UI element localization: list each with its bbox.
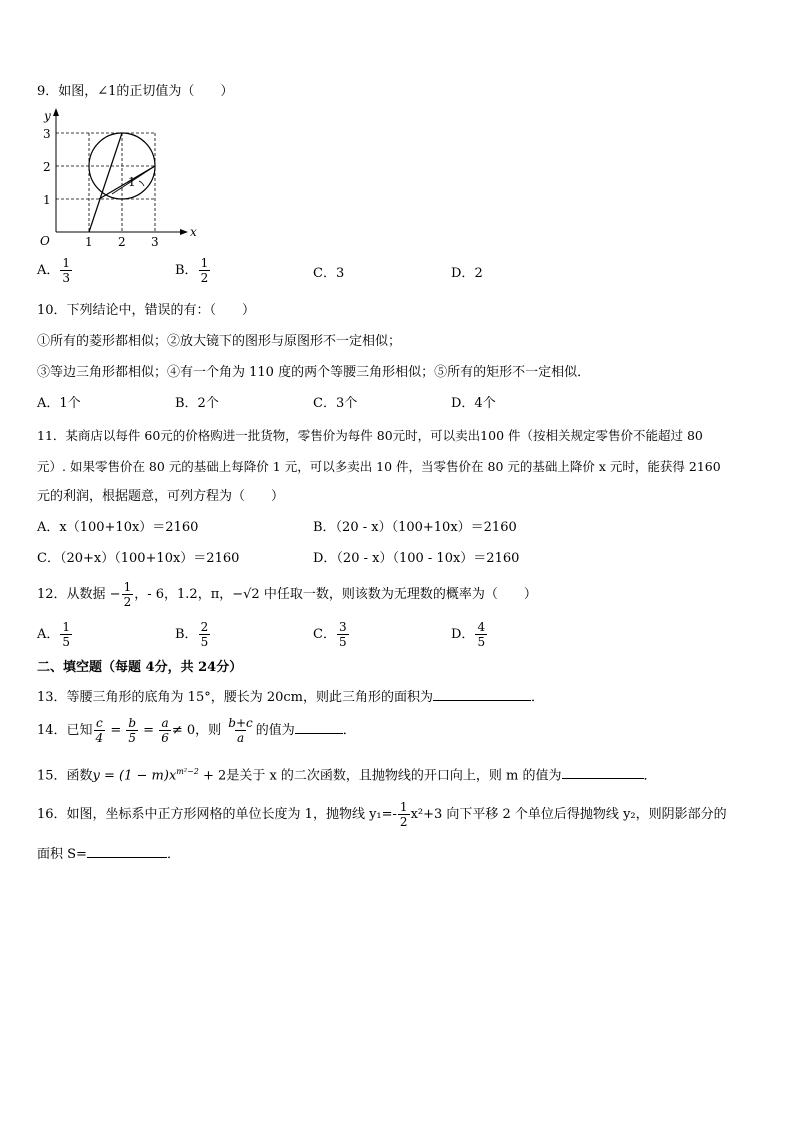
q9-x-label: x (190, 225, 197, 239)
q12-option-d[interactable]: D． $\frac{4}{5}$ (451, 620, 486, 649)
q9-figure (34, 106, 204, 252)
q10-line2: ③等边三角形都相似；④有一个角为 110 度的两个等腰三角形相似；⑤所有的矩形不一定相似． (37, 365, 591, 380)
q9-x-tick-1: 1 (85, 235, 93, 249)
q13: 13．等腰三角形的底角为 15°，腰长为 20cm，则此三角形的面积为 ． (37, 690, 545, 705)
q13-answer-blank[interactable] (433, 688, 531, 701)
q9-y-tick-2: 2 (43, 160, 51, 174)
q11-line1: 11．某商店以每件 60元的价格购进一批货物，零售价为每件 80元时，可以卖出100 件（按相关规定零售价不能超过 80 (37, 428, 703, 443)
q10-option-d[interactable]: D．4个 (451, 396, 496, 411)
q11-line2: 元）. 如果零售价在 80 元的基础上每降价 1 元，可以多卖出 10 件，当零售价在 80 元的基础上降价 x 元时，能获得 2160 (37, 459, 721, 474)
q14-answer-blank[interactable] (295, 721, 343, 734)
q9-y-tick-3: 3 (43, 127, 51, 141)
q11-option-a[interactable]: A．x（100+10x）＝2160 (37, 520, 199, 535)
q16-line1: 16．如图，坐标系中正方形网格的单位长度为 1，抛物线 y₁=- $\frac{1}{2}$ x²+3 向下平移 2 个单位后得抛物线 y₂，则阴影部分的 (37, 800, 727, 829)
q12-option-a[interactable]: A． $\frac{1}{5}$ (37, 620, 71, 649)
q11-line3: 元的利润，根据题意，可列方程为（ ） (37, 489, 285, 504)
q11-option-c[interactable]: C．（20+x）（100+10x）＝2160 (37, 551, 240, 566)
q9-x-tick-2: 2 (118, 235, 126, 249)
q9-y-tick-1: 1 (43, 193, 51, 207)
q12-option-b[interactable]: B． $\frac{2}{5}$ (175, 620, 209, 649)
q10-line1: ①所有的菱形都相似；②放大镜下的图形与原图形不一定相似； (37, 334, 402, 349)
q11-option-d[interactable]: D．（20 - x）（100 - 10x）＝2160 (313, 551, 520, 566)
q15-answer-blank[interactable] (562, 766, 644, 779)
q10-stem: 10．下列结论中，错误的有：（ ） (37, 303, 256, 318)
q15: 15．函数$y = (1 - m)x^{m^2-2} + 2$是关于 x 的二次函数，且抛物线的开口向上，则 m 的值为 ． (37, 767, 657, 784)
q12-stem: 12．从数据 − $\frac{1}{2}$ ，- 6，1.2，π，−√2 中任取一数，则该数为无理数的概率为（ ） (37, 580, 537, 609)
q16-line2: 面积 S= ． (37, 847, 180, 862)
q16-answer-blank[interactable] (87, 845, 167, 858)
q9-option-b[interactable]: B． $\frac{1}{2}$ (175, 256, 209, 285)
q14: 14．已知 $\frac{c}{4}$ = $\frac{b}{5}$ = $\frac{a}{6}$ ≠ 0，则 $\frac{b+c}{a}$ 的值为 ． (37, 716, 356, 745)
q10-option-a[interactable]: A．1个 (37, 396, 81, 411)
q11-option-b[interactable]: B．（20 - x）（100+10x）＝2160 (313, 520, 517, 535)
q12-option-c[interactable]: C． $\frac{3}{5}$ (313, 620, 347, 649)
section-2-heading: 二、填空题（每题 4分，共 24分） (37, 660, 243, 675)
q9-origin-label: O (40, 234, 50, 248)
q9-x-tick-3: 3 (151, 235, 159, 249)
q9-option-c[interactable]: C．3 (313, 266, 345, 281)
q10-option-c[interactable]: C．3个 (313, 396, 358, 411)
q9-stem: 9．如图，∠1的正切值为（ ） (37, 84, 234, 99)
q10-option-b[interactable]: B．2个 (175, 396, 219, 411)
q9-option-d[interactable]: D．2 (451, 266, 483, 281)
q9-option-a[interactable]: A． $\frac{1}{3}$ (37, 256, 71, 285)
q9-angle-label: 1 (128, 175, 136, 189)
q9-y-label: y (44, 109, 51, 123)
